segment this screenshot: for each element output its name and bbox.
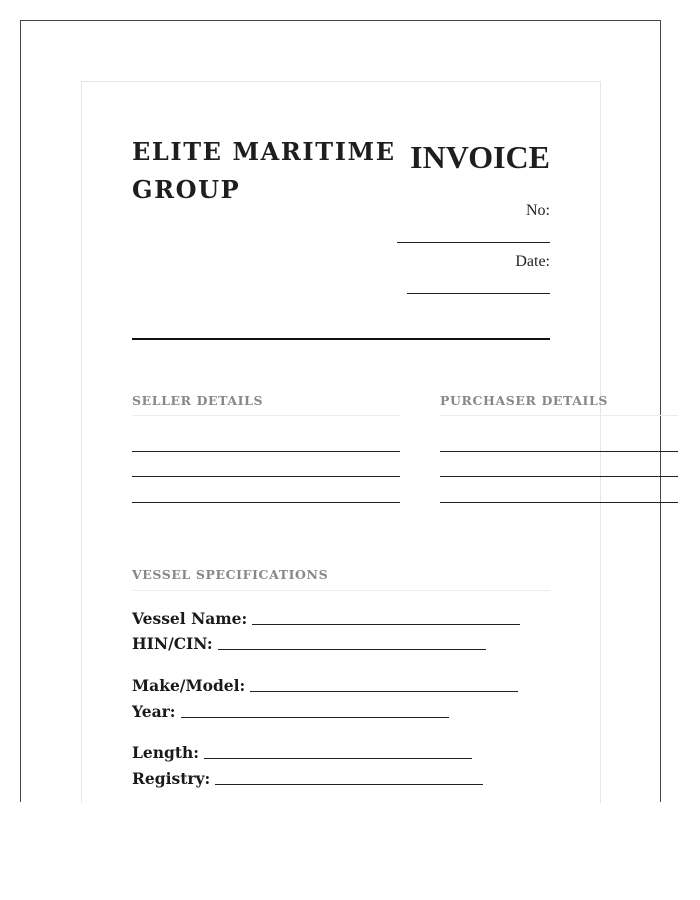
vessel-heading-rule — [132, 590, 550, 591]
invoice-date-field[interactable] — [407, 293, 550, 294]
invoice-title: INVOICE — [410, 139, 550, 175]
purchaser-line-2[interactable] — [440, 476, 678, 477]
seller-line-1[interactable] — [132, 451, 400, 452]
registry-row — [132, 769, 483, 788]
company-name: ELITE MARITIME GROUP — [132, 137, 396, 204]
hin-cin-field[interactable] — [218, 649, 486, 650]
purchaser-heading-rule — [440, 415, 678, 416]
length-row — [132, 743, 472, 762]
vessel-name-label: Vessel Name: — [132, 609, 248, 628]
vessel-specifications-heading: VESSEL SPECIFICATIONS — [132, 567, 329, 582]
hin-cin-row — [132, 634, 486, 653]
make-model-label: Make/Model: — [132, 676, 246, 695]
make-model-field[interactable] — [250, 691, 518, 692]
length-label: Length: — [132, 743, 200, 762]
invoice-number-field[interactable] — [397, 242, 550, 243]
header-divider — [132, 338, 550, 340]
purchaser-details-heading: PURCHASER DETAILS — [440, 393, 608, 408]
vessel-name-row — [132, 609, 520, 628]
year-field[interactable] — [181, 717, 449, 718]
make-model-row — [132, 676, 518, 695]
hin-cin-label: HIN/CIN: — [132, 634, 213, 653]
invoice-date-label: Date: — [515, 253, 550, 270]
year-row — [132, 702, 449, 721]
registry-field[interactable] — [215, 784, 483, 785]
seller-heading-rule — [132, 415, 400, 416]
seller-line-3[interactable] — [132, 502, 400, 503]
purchaser-line-1[interactable] — [440, 451, 678, 452]
length-field[interactable] — [204, 758, 472, 759]
year-label: Year: — [132, 702, 176, 721]
invoice-number-label: No: — [526, 202, 550, 219]
seller-line-2[interactable] — [132, 476, 400, 477]
seller-details-heading: SELLER DETAILS — [132, 393, 264, 408]
purchaser-line-3[interactable] — [440, 502, 678, 503]
vessel-name-field[interactable] — [252, 624, 520, 625]
registry-label: Registry: — [132, 769, 211, 788]
